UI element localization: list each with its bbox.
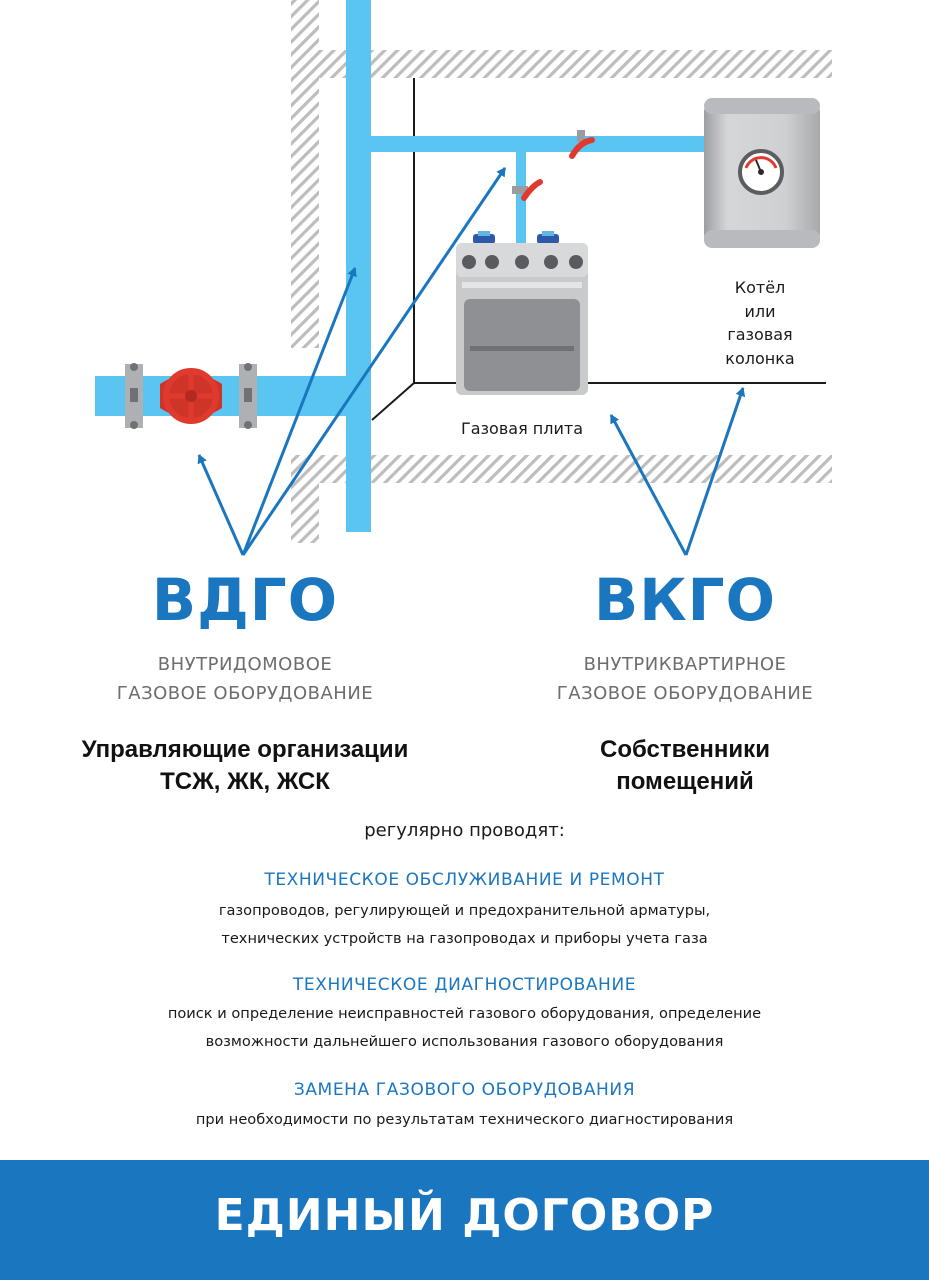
- arrow-icon: [611, 415, 686, 555]
- vkgo-responsible: Собственники помещений: [600, 736, 770, 795]
- vdgo-acronym: ВДГО: [151, 566, 339, 634]
- lead-text: регулярно проводят:: [364, 820, 565, 841]
- footer-title: ЕДИНЫЙ ДОГОВОР: [214, 1190, 715, 1241]
- section-desc-replacement: при необходимости по результатам технического диагностирования: [195, 1111, 734, 1128]
- vkgo-acronym: ВКГО: [594, 566, 776, 634]
- section-title-replacement: ЗАМЕНА ГАЗОВОГО ОБОРУДОВАНИЯ: [293, 1080, 636, 1100]
- pressure-gauge-icon: [740, 151, 782, 193]
- boiler-label: Котёл или газовая колонка: [725, 278, 795, 368]
- footer-banner: [0, 1160, 929, 1280]
- valve-wheel-icon: [125, 363, 257, 429]
- gas-stove-icon: [456, 231, 588, 395]
- stove-label: Газовая плита: [460, 419, 583, 438]
- vkgo-subtitle: ВНУТРИКВАРТИРНОЕ ГАЗОВОЕ ОБОРУДОВАНИЕ: [556, 654, 814, 704]
- arrow-icon: [199, 455, 243, 555]
- section-title-diagnostics: ТЕХНИЧЕСКОЕ ДИАГНОСТИРОВАНИЕ: [292, 975, 637, 995]
- vdgo-subtitle: ВНУТРИДОМОВОЕ ГАЗОВОЕ ОБОРУДОВАНИЕ: [116, 654, 374, 704]
- section-desc-maintenance: газопроводов, регулирующей и предохранительной арматуры, технических устройств на газопроводах и приборы учета газа: [218, 902, 711, 947]
- vdgo-responsible: Управляющие организации ТСЖ, ЖК, ЖСК: [81, 736, 409, 795]
- section-title-maintenance: ТЕХНИЧЕСКОЕ ОБСЛУЖИВАНИЕ И РЕМОНТ: [264, 870, 665, 890]
- gas-pipes: [95, 0, 708, 532]
- section-desc-diagnostics: поиск и определение неисправностей газового оборудования, определение возможности дальнейшего использования газового оборудования: [167, 1005, 762, 1050]
